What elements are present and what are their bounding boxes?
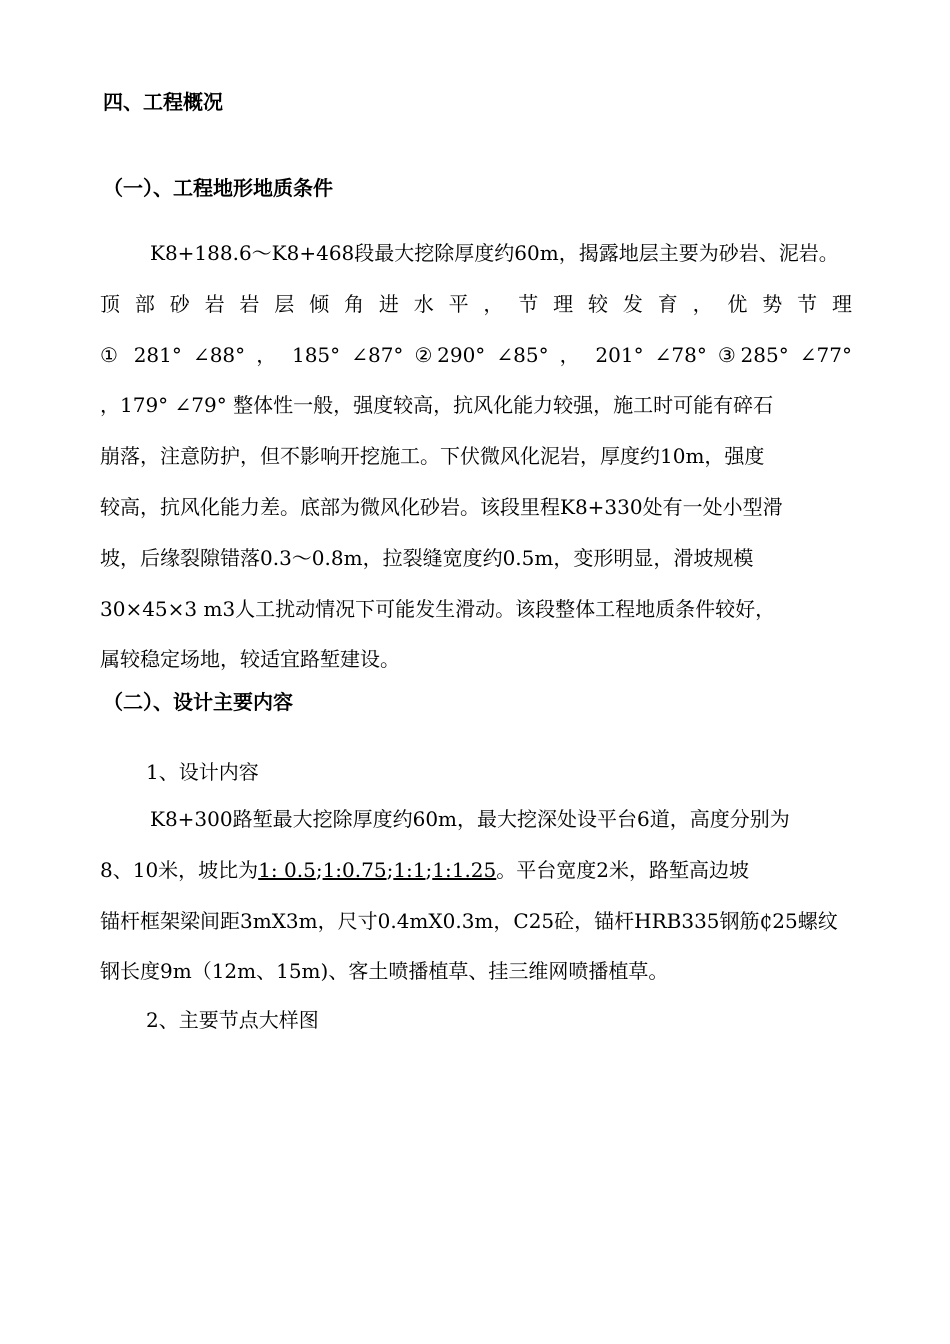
geology-line-5: 崩落，注意防护，但不影响开挖施工。下伏微风化泥岩，厚度约10m，强度 (100, 444, 765, 469)
geology-line-2: 顶 部 砂 岩 岩 层 倾 角 进 水 平 ， 节 理 较 发 育 ， 优 势 节 理 (100, 291, 852, 316)
subsection-1-title: （一）、工程地形地质条件 (103, 176, 333, 200)
slope-ratio-1: 1: 0.5 (258, 857, 316, 882)
design-paragraph (100, 794, 852, 997)
design-content-title: 1、设计内容 (146, 760, 259, 784)
subsection-2-title: （二）、设计主要内容 (103, 690, 293, 714)
design-line-3: 锚杆框架梁间距3mX3m，尺寸0.4mX0.3m，C25砼，锚杆HRB335钢筋₵25螺纹 (100, 908, 838, 933)
geology-line-6: 较高，抗风化能力差。底部为微风化砂岩。该段里程K8+330处有一处小型滑 (100, 494, 783, 519)
slope-ratio-suffix: 。平台宽度2米，路堑高边坡 (496, 857, 749, 882)
geology-line-8: 30×45×3 m3人工扰动情况下可能发生滑动。该段整体工程地质条件较好， (100, 596, 776, 621)
ratio-separator: ; (315, 857, 323, 882)
ratio-separator: ; (425, 857, 433, 882)
slope-ratio-4: 1:1.25 (432, 857, 497, 882)
geology-line-3: ① 281° ∠88° ， 185° ∠87° ②290° ∠85° ， 201° ∠78° ③285° ∠77° (100, 342, 852, 367)
design-line-1: K8+300路堑最大挖除厚度约60m，最大挖深处设平台6道，高度分别为 (150, 807, 790, 831)
geology-paragraph (100, 228, 852, 685)
geology-line-7: 坡，后缘裂隙错落0.3～0.8m，拉裂缝宽度约0.5m，变形明显，滑坡规模 (100, 545, 754, 570)
ratio-separator: ; (386, 857, 394, 882)
slope-ratio-2: 1:0.75 (322, 857, 387, 882)
geology-line-4: ，179° ∠79° 整体性一般，强度较高，抗风化能力较强，施工时可能有碎石 (100, 393, 774, 418)
design-line-2 (100, 845, 852, 896)
geology-line-9: 属较稳定场地，较适宜路堑建设。 (100, 647, 400, 672)
slope-ratio-prefix: 8、10米，坡比为 (100, 857, 259, 882)
node-detail-title: 2、主要节点大样图 (146, 1008, 319, 1032)
design-line-4: 钢长度9m（12m、15m)、客土喷播植草、挂三维网喷播植草。 (100, 959, 669, 984)
section-title: 四、工程概况 (103, 90, 223, 114)
slope-ratio-3: 1:1 (393, 857, 426, 882)
geology-line-1: K8+188.6～K8+468段最大挖除厚度约60m，揭露地层主要为砂岩、泥岩。 (150, 241, 839, 265)
